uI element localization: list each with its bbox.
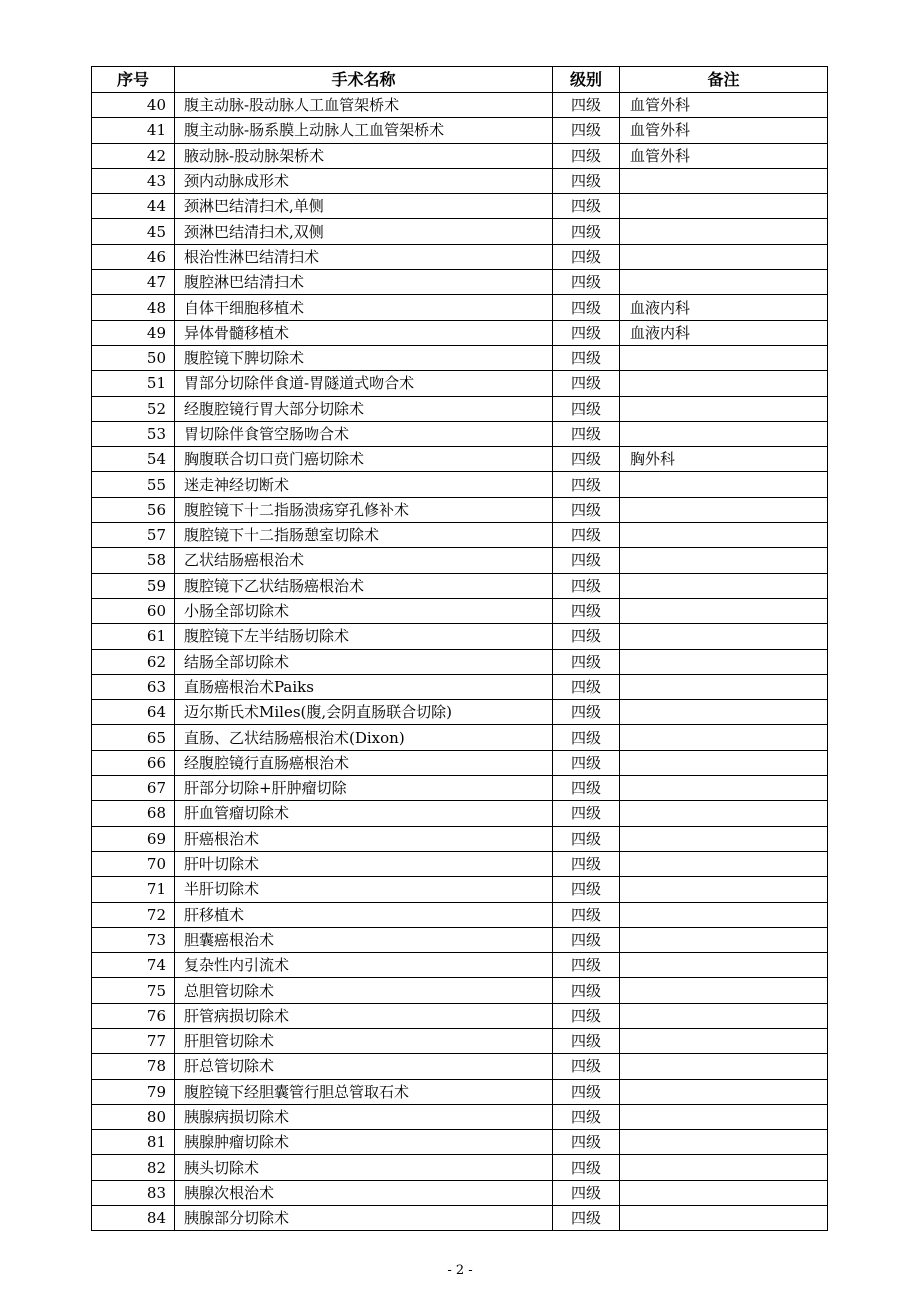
table-row <box>92 219 828 244</box>
cell-remarks <box>620 1028 828 1053</box>
cell-remarks <box>620 573 828 598</box>
table-row <box>92 649 828 674</box>
cell-remarks <box>620 851 828 876</box>
cell-level: 四级 <box>553 244 620 269</box>
table-row <box>92 1104 828 1129</box>
table-row <box>92 447 828 472</box>
cell-level: 四级 <box>553 295 620 320</box>
cell-surgery-name: 胰腺病损切除术 <box>175 1104 553 1129</box>
cell-surgery-name: 腹腔镜下十二指肠憩室切除术 <box>175 523 553 548</box>
cell-remarks: 血液内科 <box>620 295 828 320</box>
cell-surgery-name: 迷走神经切断术 <box>175 472 553 497</box>
cell-remarks <box>620 1155 828 1180</box>
cell-serial-number: 43 <box>92 168 175 193</box>
table-row <box>92 750 828 775</box>
cell-level: 四级 <box>553 725 620 750</box>
cell-level: 四级 <box>553 396 620 421</box>
cell-level: 四级 <box>553 1206 620 1231</box>
cell-surgery-name: 胆囊癌根治术 <box>175 927 553 952</box>
cell-serial-number: 55 <box>92 472 175 497</box>
cell-serial-number: 66 <box>92 750 175 775</box>
table-row <box>92 93 828 118</box>
cell-serial-number: 44 <box>92 194 175 219</box>
cell-level: 四级 <box>553 953 620 978</box>
cell-remarks <box>620 1003 828 1028</box>
cell-serial-number: 69 <box>92 826 175 851</box>
cell-serial-number: 42 <box>92 143 175 168</box>
cell-level: 四级 <box>553 143 620 168</box>
table-row <box>92 1130 828 1155</box>
header-remarks: 备注 <box>620 67 828 93</box>
cell-surgery-name: 腹腔淋巴结清扫术 <box>175 270 553 295</box>
cell-surgery-name: 腹腔镜下乙状结肠癌根治术 <box>175 573 553 598</box>
cell-level: 四级 <box>553 194 620 219</box>
cell-surgery-name: 肝移植术 <box>175 902 553 927</box>
cell-remarks <box>620 902 828 927</box>
table-row <box>92 978 828 1003</box>
cell-surgery-name: 肝胆管切除术 <box>175 1028 553 1053</box>
cell-surgery-name: 半肝切除术 <box>175 877 553 902</box>
cell-remarks <box>620 1130 828 1155</box>
cell-level: 四级 <box>553 219 620 244</box>
cell-level: 四级 <box>553 649 620 674</box>
cell-remarks: 血管外科 <box>620 93 828 118</box>
cell-level: 四级 <box>553 978 620 1003</box>
cell-surgery-name: 胃切除伴食管空肠吻合术 <box>175 421 553 446</box>
cell-level: 四级 <box>553 523 620 548</box>
cell-remarks <box>620 548 828 573</box>
cell-level: 四级 <box>553 624 620 649</box>
cell-serial-number: 45 <box>92 219 175 244</box>
cell-level: 四级 <box>553 674 620 699</box>
table-row <box>92 851 828 876</box>
header-surgery-name: 手术名称 <box>175 67 553 93</box>
cell-surgery-name: 复杂性内引流术 <box>175 953 553 978</box>
cell-serial-number: 72 <box>92 902 175 927</box>
table-row <box>92 1054 828 1079</box>
cell-remarks <box>620 978 828 1003</box>
cell-serial-number: 61 <box>92 624 175 649</box>
cell-remarks <box>620 1054 828 1079</box>
table-row <box>92 371 828 396</box>
cell-remarks <box>620 624 828 649</box>
cell-serial-number: 82 <box>92 1155 175 1180</box>
cell-level: 四级 <box>553 168 620 193</box>
cell-serial-number: 62 <box>92 649 175 674</box>
table-row <box>92 1079 828 1104</box>
cell-level: 四级 <box>553 1003 620 1028</box>
cell-serial-number: 51 <box>92 371 175 396</box>
cell-remarks <box>620 1180 828 1205</box>
cell-serial-number: 47 <box>92 270 175 295</box>
cell-serial-number: 79 <box>92 1079 175 1104</box>
cell-surgery-name: 腹腔镜下经胆囊管行胆总管取石术 <box>175 1079 553 1104</box>
table-row <box>92 472 828 497</box>
table-row <box>92 1180 828 1205</box>
table-row <box>92 497 828 522</box>
cell-remarks <box>620 927 828 952</box>
table-row <box>92 320 828 345</box>
cell-remarks <box>620 270 828 295</box>
cell-serial-number: 64 <box>92 700 175 725</box>
cell-surgery-name: 颈淋巴结清扫术,单侧 <box>175 194 553 219</box>
cell-remarks: 血管外科 <box>620 143 828 168</box>
header-level: 级别 <box>553 67 620 93</box>
cell-level: 四级 <box>553 902 620 927</box>
cell-serial-number: 57 <box>92 523 175 548</box>
cell-remarks <box>620 649 828 674</box>
cell-surgery-name: 腹主动脉-股动脉人工血管架桥术 <box>175 93 553 118</box>
cell-surgery-name: 肝管病损切除术 <box>175 1003 553 1028</box>
cell-surgery-name: 胰腺部分切除术 <box>175 1206 553 1231</box>
cell-remarks <box>620 194 828 219</box>
cell-level: 四级 <box>553 421 620 446</box>
table-row <box>92 523 828 548</box>
cell-remarks <box>620 472 828 497</box>
cell-serial-number: 53 <box>92 421 175 446</box>
table-row <box>92 194 828 219</box>
table-header-row <box>92 67 828 93</box>
table-row <box>92 725 828 750</box>
cell-remarks <box>620 826 828 851</box>
cell-remarks <box>620 953 828 978</box>
cell-remarks <box>620 345 828 370</box>
cell-serial-number: 58 <box>92 548 175 573</box>
cell-serial-number: 77 <box>92 1028 175 1053</box>
table-row <box>92 345 828 370</box>
cell-serial-number: 63 <box>92 674 175 699</box>
cell-level: 四级 <box>553 371 620 396</box>
cell-level: 四级 <box>553 750 620 775</box>
table-body <box>92 93 828 1231</box>
cell-surgery-name: 腹腔镜下脾切除术 <box>175 345 553 370</box>
cell-serial-number: 73 <box>92 927 175 952</box>
cell-serial-number: 71 <box>92 877 175 902</box>
cell-surgery-name: 颈内动脉成形术 <box>175 168 553 193</box>
cell-surgery-name: 腹腔镜下十二指肠溃疡穿孔修补术 <box>175 497 553 522</box>
cell-surgery-name: 腋动脉-股动脉架桥术 <box>175 143 553 168</box>
cell-remarks <box>620 523 828 548</box>
cell-level: 四级 <box>553 598 620 623</box>
table-row <box>92 270 828 295</box>
cell-surgery-name: 胃部分切除伴食道-胃隧道式吻合术 <box>175 371 553 396</box>
cell-remarks <box>620 396 828 421</box>
cell-remarks: 血液内科 <box>620 320 828 345</box>
cell-serial-number: 56 <box>92 497 175 522</box>
cell-level: 四级 <box>553 93 620 118</box>
cell-level: 四级 <box>553 700 620 725</box>
cell-level: 四级 <box>553 118 620 143</box>
cell-serial-number: 78 <box>92 1054 175 1079</box>
cell-level: 四级 <box>553 1054 620 1079</box>
cell-surgery-name: 胸腹联合切口贲门癌切除术 <box>175 447 553 472</box>
table-row <box>92 776 828 801</box>
table-row <box>92 801 828 826</box>
cell-serial-number: 68 <box>92 801 175 826</box>
cell-remarks: 胸外科 <box>620 447 828 472</box>
table-row <box>92 700 828 725</box>
table-row <box>92 1003 828 1028</box>
cell-level: 四级 <box>553 447 620 472</box>
cell-surgery-name: 颈淋巴结清扫术,双侧 <box>175 219 553 244</box>
cell-level: 四级 <box>553 497 620 522</box>
cell-level: 四级 <box>553 1155 620 1180</box>
cell-surgery-name: 腹主动脉-肠系膜上动脉人工血管架桥术 <box>175 118 553 143</box>
cell-serial-number: 76 <box>92 1003 175 1028</box>
cell-level: 四级 <box>553 826 620 851</box>
table-row <box>92 826 828 851</box>
header-serial-number: 序号 <box>92 67 175 93</box>
table-row <box>92 118 828 143</box>
cell-serial-number: 54 <box>92 447 175 472</box>
cell-remarks <box>620 244 828 269</box>
cell-serial-number: 49 <box>92 320 175 345</box>
table-row <box>92 927 828 952</box>
table-row <box>92 953 828 978</box>
cell-remarks <box>620 877 828 902</box>
cell-serial-number: 60 <box>92 598 175 623</box>
cell-serial-number: 59 <box>92 573 175 598</box>
cell-surgery-name: 经腹腔镜行直肠癌根治术 <box>175 750 553 775</box>
table-row <box>92 548 828 573</box>
cell-serial-number: 83 <box>92 1180 175 1205</box>
cell-serial-number: 81 <box>92 1130 175 1155</box>
cell-surgery-name: 总胆管切除术 <box>175 978 553 1003</box>
cell-level: 四级 <box>553 1104 620 1129</box>
cell-surgery-name: 腹腔镜下左半结肠切除术 <box>175 624 553 649</box>
cell-surgery-name: 根治性淋巴结清扫术 <box>175 244 553 269</box>
cell-remarks <box>620 750 828 775</box>
cell-level: 四级 <box>553 877 620 902</box>
page-number: - 2 - <box>447 1263 473 1278</box>
cell-level: 四级 <box>553 320 620 345</box>
cell-surgery-name: 自体干细胞移植术 <box>175 295 553 320</box>
cell-surgery-name: 肝总管切除术 <box>175 1054 553 1079</box>
cell-remarks <box>620 598 828 623</box>
table-row <box>92 902 828 927</box>
cell-remarks <box>620 725 828 750</box>
cell-serial-number: 40 <box>92 93 175 118</box>
cell-level: 四级 <box>553 573 620 598</box>
cell-surgery-name: 小肠全部切除术 <box>175 598 553 623</box>
cell-serial-number: 48 <box>92 295 175 320</box>
cell-level: 四级 <box>553 851 620 876</box>
table-row <box>92 1206 828 1231</box>
surgery-level-table <box>91 66 828 1231</box>
cell-surgery-name: 直肠、乙状结肠癌根治术(Dixon) <box>175 725 553 750</box>
cell-surgery-name: 异体骨髓移植术 <box>175 320 553 345</box>
cell-serial-number: 50 <box>92 345 175 370</box>
table-row <box>92 598 828 623</box>
cell-remarks <box>620 168 828 193</box>
table-row <box>92 573 828 598</box>
table-row <box>92 143 828 168</box>
cell-surgery-name: 肝部分切除+肝肿瘤切除 <box>175 776 553 801</box>
cell-level: 四级 <box>553 1079 620 1104</box>
cell-remarks: 血管外科 <box>620 118 828 143</box>
table-row <box>92 396 828 421</box>
cell-serial-number: 74 <box>92 953 175 978</box>
cell-surgery-name: 胰腺肿瘤切除术 <box>175 1130 553 1155</box>
cell-level: 四级 <box>553 1028 620 1053</box>
table-row <box>92 877 828 902</box>
cell-serial-number: 70 <box>92 851 175 876</box>
cell-surgery-name: 肝癌根治术 <box>175 826 553 851</box>
table-row <box>92 421 828 446</box>
cell-remarks <box>620 1104 828 1129</box>
cell-level: 四级 <box>553 472 620 497</box>
cell-serial-number: 46 <box>92 244 175 269</box>
cell-remarks <box>620 776 828 801</box>
cell-remarks <box>620 1079 828 1104</box>
table-row <box>92 1155 828 1180</box>
cell-surgery-name: 直肠癌根治术Paiks <box>175 674 553 699</box>
table-row <box>92 674 828 699</box>
cell-remarks <box>620 674 828 699</box>
table-row <box>92 295 828 320</box>
cell-remarks <box>620 497 828 522</box>
cell-serial-number: 67 <box>92 776 175 801</box>
cell-serial-number: 84 <box>92 1206 175 1231</box>
cell-surgery-name: 结肠全部切除术 <box>175 649 553 674</box>
cell-remarks <box>620 219 828 244</box>
cell-level: 四级 <box>553 345 620 370</box>
cell-surgery-name: 迈尔斯氏术Miles(腹,会阴直肠联合切除) <box>175 700 553 725</box>
cell-serial-number: 52 <box>92 396 175 421</box>
cell-remarks <box>620 700 828 725</box>
cell-serial-number: 75 <box>92 978 175 1003</box>
cell-serial-number: 41 <box>92 118 175 143</box>
table-row <box>92 1028 828 1053</box>
cell-remarks <box>620 801 828 826</box>
cell-level: 四级 <box>553 270 620 295</box>
cell-remarks <box>620 1206 828 1231</box>
cell-level: 四级 <box>553 776 620 801</box>
cell-surgery-name: 胰头切除术 <box>175 1155 553 1180</box>
cell-level: 四级 <box>553 801 620 826</box>
cell-surgery-name: 肝叶切除术 <box>175 851 553 876</box>
cell-serial-number: 80 <box>92 1104 175 1129</box>
table-row <box>92 624 828 649</box>
table-row <box>92 244 828 269</box>
table-row <box>92 168 828 193</box>
cell-level: 四级 <box>553 1180 620 1205</box>
cell-surgery-name: 乙状结肠癌根治术 <box>175 548 553 573</box>
cell-level: 四级 <box>553 927 620 952</box>
cell-surgery-name: 胰腺次根治术 <box>175 1180 553 1205</box>
cell-level: 四级 <box>553 1130 620 1155</box>
cell-remarks <box>620 421 828 446</box>
cell-surgery-name: 肝血管瘤切除术 <box>175 801 553 826</box>
cell-remarks <box>620 371 828 396</box>
cell-level: 四级 <box>553 548 620 573</box>
cell-serial-number: 65 <box>92 725 175 750</box>
cell-surgery-name: 经腹腔镜行胃大部分切除术 <box>175 396 553 421</box>
